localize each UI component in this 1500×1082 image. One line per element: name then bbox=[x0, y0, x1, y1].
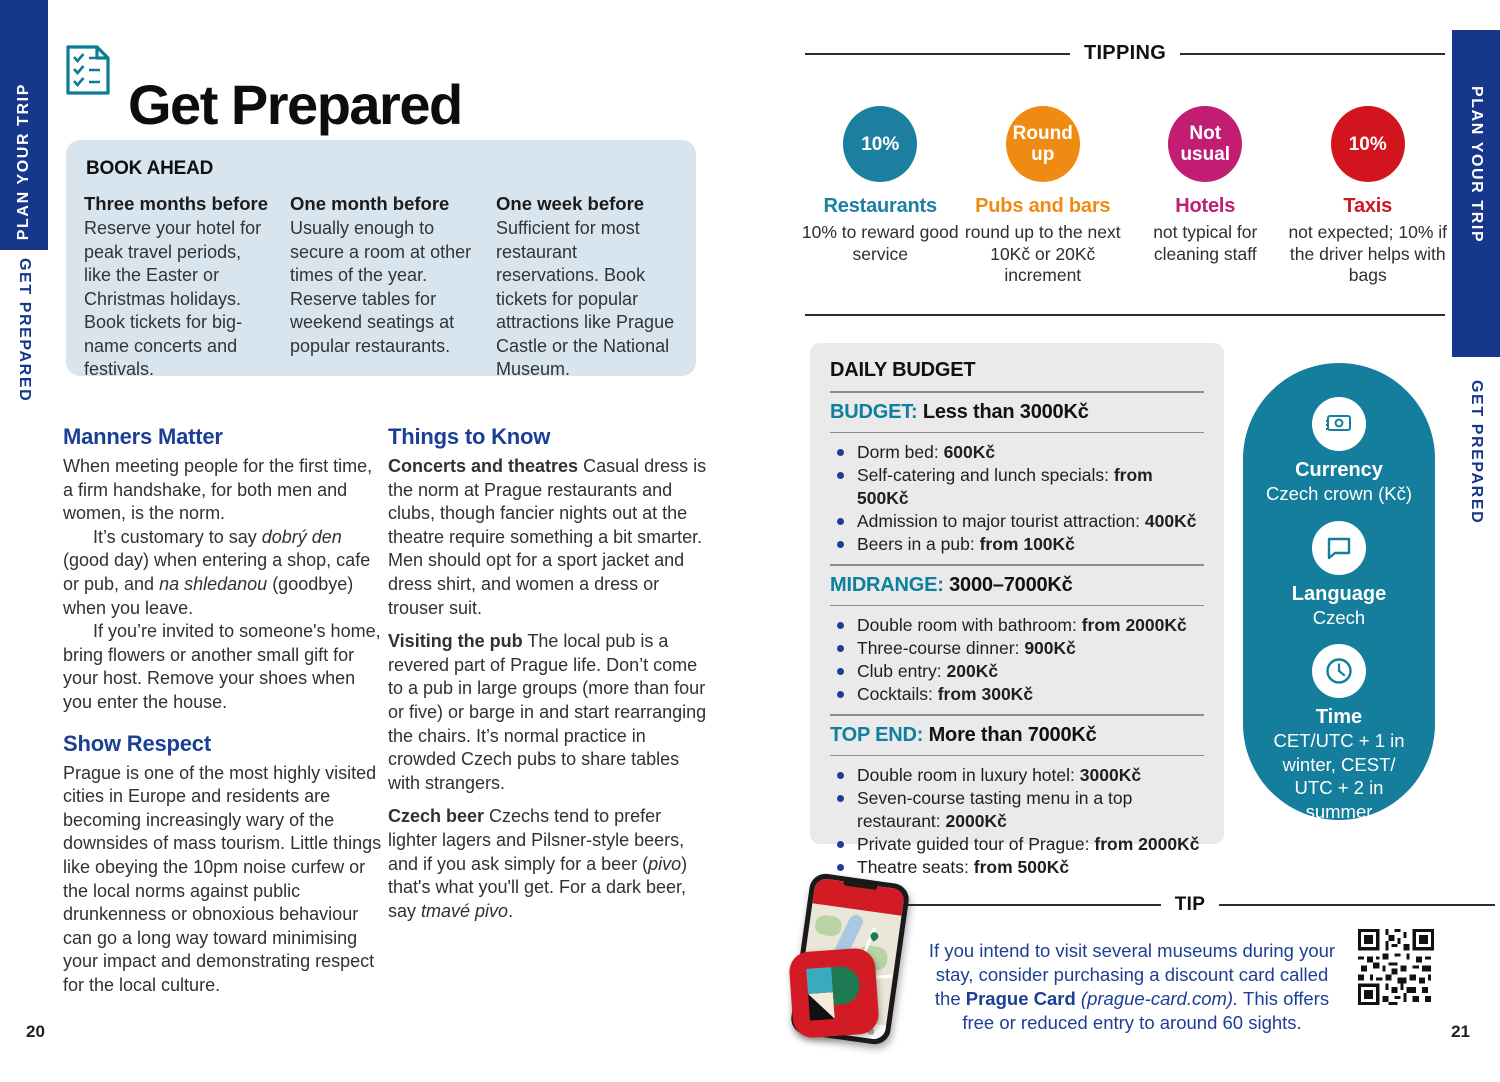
budget-item: Three-course dinner: 900Kč bbox=[830, 637, 1204, 660]
budget-section-header: TOP END: More than 7000Kč bbox=[830, 723, 1097, 746]
fact-label: Time bbox=[1315, 706, 1363, 728]
right-section-label: GET PREPARED bbox=[1468, 380, 1485, 525]
tip-label: Hotels bbox=[1175, 195, 1236, 217]
paragraph: Prague is one of the most highly visited cities in Europe and residents are becoming increasingly wary of the downsides of mass tourism. Little things like obeying the 10pm noise curfew or the local norms against public drunkenness or obnoxious behaviour can go a long way toward minimising your impact and demonstrating respect for the local culture. bbox=[63, 762, 382, 995]
tip-title: TIP bbox=[1174, 894, 1206, 915]
rule-line bbox=[1180, 53, 1445, 55]
book-ahead-column bbox=[496, 193, 682, 382]
tip-paragraph: If you intend to visit several museums during your stay, consider purchasing a discount card called the Prague Card (prague-card.com). This offers free or reduced entry to around 60 sights. bbox=[928, 939, 1336, 1033]
budget-item: Club entry: 200Kč bbox=[830, 660, 1204, 683]
tip-badge: 10% bbox=[843, 106, 917, 182]
tipping-item-restaurants bbox=[799, 106, 962, 287]
paragraph: When meeting people for the first time, a firm handshake, for both men and women, is the norm. bbox=[63, 456, 373, 524]
rule-line bbox=[830, 564, 1204, 566]
left-section-label: GET PREPARED bbox=[16, 258, 33, 403]
section-divider bbox=[805, 314, 1445, 316]
budget-item: Admission to major tourist attraction: 400Kč bbox=[830, 510, 1204, 533]
logo-p-bowl bbox=[831, 965, 861, 1005]
column-heading: One week before bbox=[496, 193, 645, 214]
paragraph: Czech beer Czechs tend to prefer lighter lagers and Pilsner-style beers, and if you ask simply for a beer (pivo) that's what you'll get. For a dark beer, say tmavé pivo. bbox=[388, 806, 688, 921]
manners-heading: Manners Matter bbox=[63, 424, 223, 449]
column-heading: Three months before bbox=[84, 193, 268, 214]
fact-time bbox=[1263, 644, 1415, 823]
rule-line bbox=[830, 714, 1204, 716]
budget-list bbox=[830, 441, 1204, 556]
book-ahead-column bbox=[84, 193, 270, 382]
banknotes-icon bbox=[1312, 397, 1366, 451]
tipping-item-taxis bbox=[1287, 106, 1450, 287]
logo-square bbox=[806, 967, 833, 994]
tip-label: Pubs and bars bbox=[975, 195, 1111, 217]
rule-line bbox=[830, 755, 1204, 757]
rule-line bbox=[830, 391, 1204, 393]
fact-language bbox=[1263, 521, 1415, 630]
fact-value: Czech crown (Kč) bbox=[1266, 483, 1412, 504]
budget-title: DAILY BUDGET bbox=[830, 359, 976, 381]
column-body: Usually enough to secure a room at other times of the year. Reserve tables for weekend seatings at popular restaurants. bbox=[290, 218, 472, 356]
budget-section-header: BUDGET: Less than 3000Kč bbox=[830, 400, 1089, 423]
budget-item: Cocktails: from 300Kč bbox=[830, 683, 1204, 706]
tip-badge: Not usual bbox=[1168, 106, 1242, 182]
right-band-label: PLAN YOUR TRIP bbox=[1468, 86, 1485, 244]
rule-line bbox=[805, 53, 1070, 55]
tip-description: not expected; 10% if the driver helps with bags bbox=[1288, 222, 1448, 285]
checklist-icon bbox=[64, 44, 112, 101]
paragraph: If you’re invited to someone's home, bring flowers or another small gift for your host. Remove your shoes when you enter the house. bbox=[63, 621, 381, 712]
things-to-know-column bbox=[388, 424, 715, 923]
book-ahead-column bbox=[290, 193, 476, 382]
daily-budget-box bbox=[810, 343, 1224, 877]
clock-icon bbox=[1312, 644, 1366, 698]
budget-item: Double room in luxury hotel: 3000Kč bbox=[830, 764, 1204, 787]
manners-column bbox=[63, 424, 384, 997]
tipping-item-pubs bbox=[962, 106, 1125, 287]
tip-header bbox=[885, 894, 1495, 916]
prague-card-app-icon bbox=[788, 947, 880, 1039]
show-respect-heading: Show Respect bbox=[63, 730, 211, 756]
things-heading: Things to Know bbox=[388, 424, 551, 449]
left-band-label: PLAN YOUR TRIP bbox=[15, 82, 32, 240]
quick-facts-pill bbox=[1243, 363, 1435, 820]
column-heading: One month before bbox=[290, 193, 450, 214]
paragraph: It’s customary to say dobrý den (good day) when entering a shop, cafe or pub, and na shledanou (goodbye) when you leave. bbox=[63, 526, 371, 618]
column-body: Sufficient for most restaurant reservations. Book tickets for popular attractions like Prague Castle or the National Museum. bbox=[496, 218, 675, 379]
page-title: Get Prepared bbox=[128, 72, 462, 136]
rule-line bbox=[830, 605, 1204, 607]
left-page-number: 20 bbox=[26, 1022, 45, 1041]
fact-value: CET/UTC + 1 in winter, CEST/ UTC + 2 in summer bbox=[1273, 730, 1405, 822]
fact-label: Language bbox=[1291, 582, 1387, 605]
budget-section-header: MIDRANGE: 3000–7000Kč bbox=[830, 573, 1073, 596]
tipping-items bbox=[799, 106, 1449, 287]
tip-description: not typical for cleaning staff bbox=[1153, 222, 1258, 264]
tip-badge: 10% bbox=[1331, 106, 1405, 182]
budget-item: Private guided tour of Prague: from 2000Kč bbox=[830, 833, 1204, 856]
tip-label: Restaurants bbox=[823, 195, 937, 217]
left-chapter-band bbox=[0, 0, 48, 250]
qr-code bbox=[1356, 929, 1436, 1010]
speech-bubble-icon bbox=[1312, 521, 1366, 575]
paragraph: Concerts and theatres Casual dress is the norm at Prague restaurants and clubs, though fancier nights out at the theatre require something a bit smarter. Men should opt for a sport jacket and dress shirt, and women a dress or trouser suit. bbox=[388, 456, 707, 618]
budget-list bbox=[830, 614, 1204, 706]
app-logo bbox=[806, 965, 862, 1021]
budget-item: Seven-course tasting menu in a top restaurant: 2000Kč bbox=[830, 787, 1204, 833]
right-chapter-band bbox=[1452, 30, 1500, 357]
fact-value: Czech bbox=[1312, 606, 1366, 628]
rule-line bbox=[1219, 904, 1495, 906]
budget-item: Double room with bathroom: from 2000Kč bbox=[830, 614, 1204, 637]
tipping-item-hotels bbox=[1124, 106, 1287, 287]
tipping-title: TIPPING bbox=[1083, 42, 1167, 64]
fact-label: Currency bbox=[1295, 459, 1383, 481]
map-park-shape bbox=[814, 914, 843, 937]
column-body: Reserve your hotel for peak travel periods, like the Easter or Christmas holidays. Book tickets for big-name concerts and festivals. bbox=[84, 218, 262, 379]
fact-currency bbox=[1263, 397, 1415, 506]
budget-item: Self-catering and lunch specials: from 500Kč bbox=[830, 464, 1204, 510]
rule-line bbox=[885, 904, 1161, 906]
paragraph: Visiting the pub The local pub is a revered part of Prague life. Don’t come to a pub in large groups (more than four or five) or barge in and start rearranging the chairs. It’s normal practice in crowded Czech pubs to share tables with strangers. bbox=[388, 631, 707, 793]
budget-list bbox=[830, 764, 1204, 879]
tip-badge: Round up bbox=[1006, 106, 1080, 182]
budget-item: Beers in a pub: from 100Kč bbox=[830, 533, 1204, 556]
book-ahead-box bbox=[66, 140, 696, 379]
rule-line bbox=[830, 432, 1204, 434]
budget-item: Theatre seats: from 500Kč bbox=[830, 856, 1204, 879]
budget-item: Dorm bed: 600Kč bbox=[830, 441, 1204, 464]
right-page-number: 21 bbox=[1451, 1022, 1470, 1041]
book-ahead-title: BOOK AHEAD bbox=[86, 158, 214, 179]
tip-description: 10% to reward good service bbox=[801, 222, 959, 264]
tipping-header bbox=[805, 42, 1445, 65]
tip-description: round up to the next 10Kč or 20Kč increment bbox=[964, 222, 1121, 285]
tip-label: Taxis bbox=[1343, 195, 1393, 217]
